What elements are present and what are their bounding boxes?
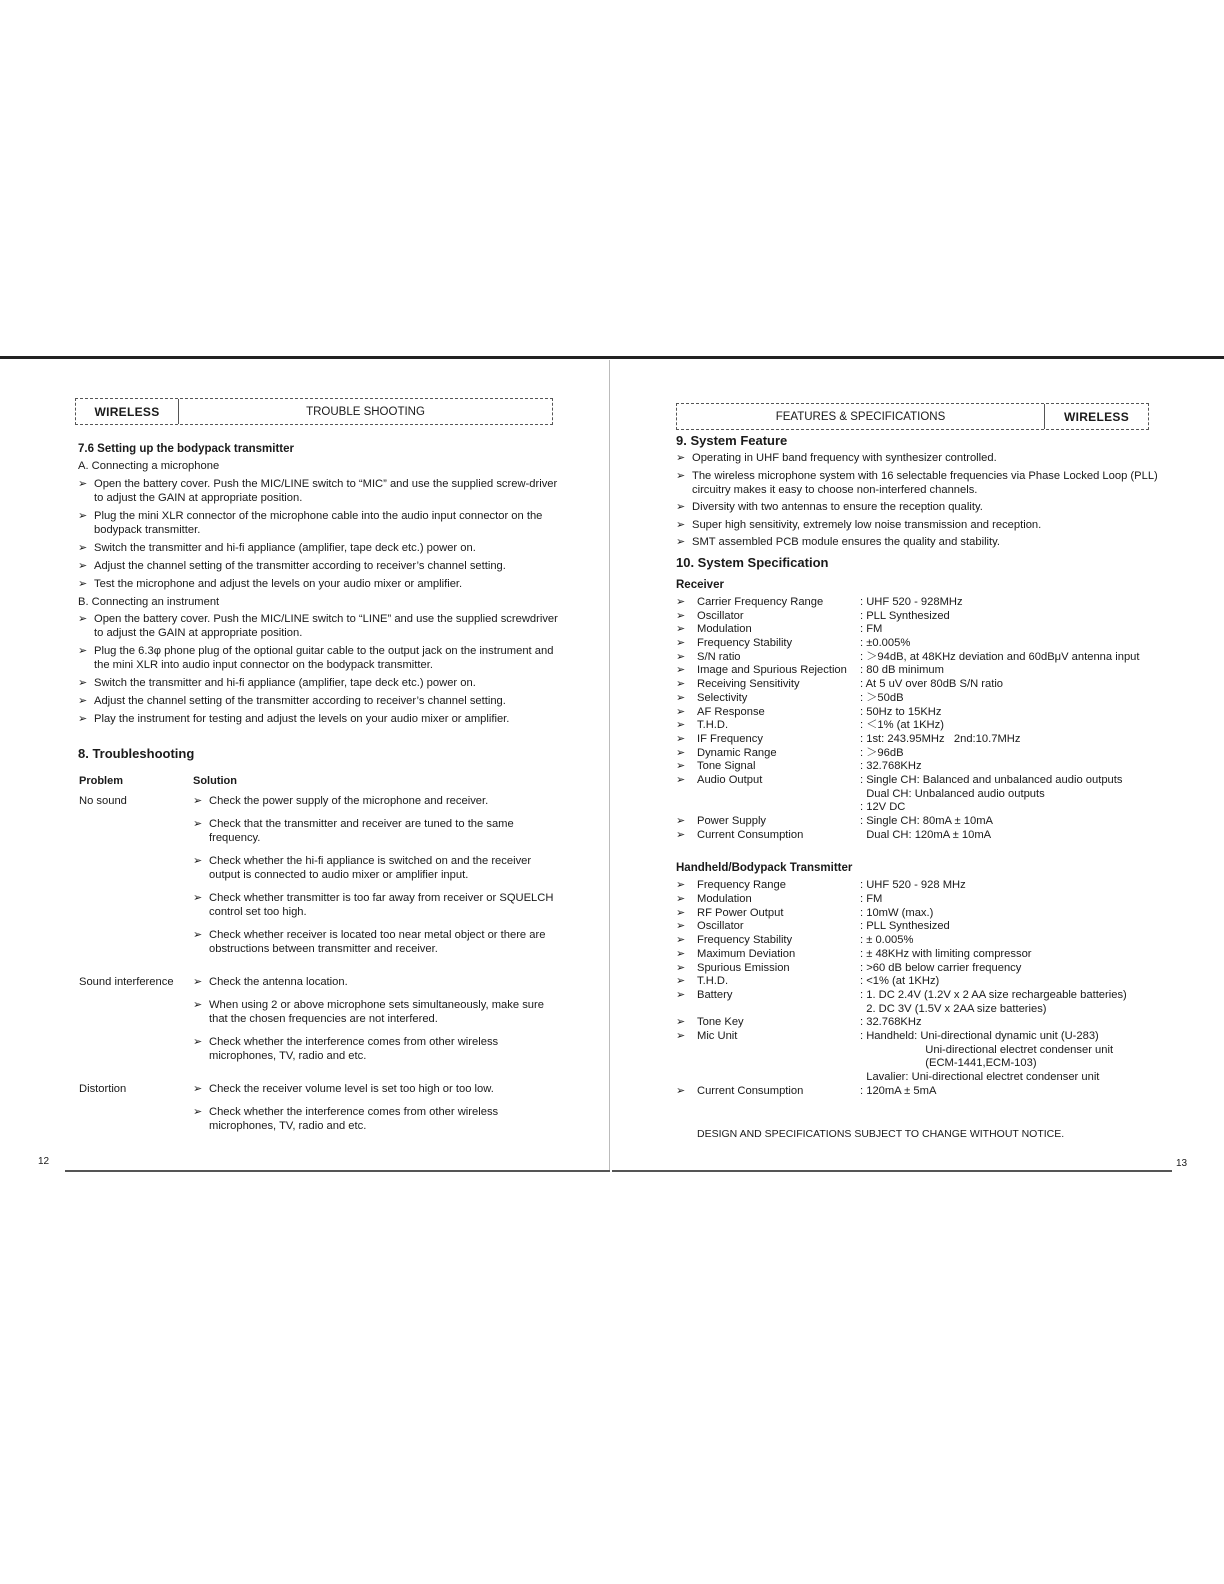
problem-label: Sound interference xyxy=(79,976,174,988)
bullet-icon: ➢ xyxy=(676,961,686,974)
list-item xyxy=(78,509,568,537)
spec-row xyxy=(676,829,1188,843)
sub-heading-a: A. Connecting a microphone xyxy=(78,460,220,472)
bullet-icon: ➢ xyxy=(676,920,686,933)
bullet-icon: ➢ xyxy=(676,975,686,988)
bullet-icon: ➢ xyxy=(676,469,686,482)
spec-value: : FM xyxy=(860,623,883,636)
sub-heading-b: B. Connecting an instrument xyxy=(78,596,220,608)
spec-row xyxy=(676,948,1188,962)
bullet-icon: ➢ xyxy=(193,1083,203,1095)
solution-text: Check whether the interference comes from other wireless microphones, TV, radio and etc. xyxy=(209,1106,499,1132)
solution-item xyxy=(193,1105,565,1133)
brand-label: WIRELESS xyxy=(1063,409,1130,424)
spec-value: : PLL Synthesized xyxy=(860,920,950,933)
transmitter-specs xyxy=(676,879,1188,1098)
list-b xyxy=(78,612,568,726)
list-item xyxy=(78,694,568,708)
bullet-icon: ➢ xyxy=(676,637,686,650)
list-item xyxy=(78,644,568,672)
left-content xyxy=(78,442,568,1152)
spec-value: : FM xyxy=(860,893,883,906)
list-item xyxy=(78,577,568,591)
spec-value: : Single CH: 80mA ± 10mA xyxy=(860,815,993,827)
solution-text: Check whether receiver is located too near metal object or there are obstructions between transmitter and receiver. xyxy=(209,929,546,955)
problem-label: Distortion xyxy=(79,1083,127,1095)
spec-value: : ＞96dB xyxy=(860,746,904,759)
solution-item xyxy=(193,975,565,989)
spec-row xyxy=(676,893,1188,907)
bullet-icon: ➢ xyxy=(676,988,686,1001)
bullet-icon: ➢ xyxy=(193,818,203,830)
bullet-icon: ➢ xyxy=(676,609,686,622)
bullet-icon: ➢ xyxy=(193,855,203,867)
spec-row xyxy=(676,596,1188,610)
bullet-icon: ➢ xyxy=(676,501,686,513)
list-item xyxy=(676,500,1188,514)
bullet-icon: ➢ xyxy=(78,695,88,707)
item-text: Adjust the channel setting of the transmitter according to receiver’s channel setting. xyxy=(94,560,506,572)
spec-row xyxy=(676,774,1188,788)
bullet-icon: ➢ xyxy=(676,746,686,759)
solution-item xyxy=(193,928,565,956)
spec-value: (ECM-1441,ECM-103) xyxy=(860,1057,1037,1070)
bullet-icon: ➢ xyxy=(676,650,686,663)
table-row xyxy=(79,975,568,1072)
feature-list xyxy=(676,451,1188,549)
bullet-icon: ➢ xyxy=(676,452,686,464)
left-header xyxy=(75,398,553,425)
bullet-icon: ➢ xyxy=(78,645,88,657)
spec-row xyxy=(676,1085,1188,1099)
bullet-icon: ➢ xyxy=(78,677,88,689)
spec-value: : 32.768KHz xyxy=(860,1016,922,1029)
spec-value: : 32.768KHz xyxy=(860,760,922,773)
spec-row xyxy=(676,1071,1188,1085)
spec-label: Current Consumption xyxy=(697,1084,804,1097)
troubleshooting-title: 8. Troubleshooting xyxy=(78,746,195,761)
item-text: Test the microphone and adjust the levels on your audio mixer or amplifier. xyxy=(94,578,463,590)
bullet-icon: ➢ xyxy=(193,929,203,941)
section-label: FEATURES & SPECIFICATIONS xyxy=(677,404,1045,429)
solution-item xyxy=(193,1082,565,1096)
spec-row xyxy=(676,760,1188,774)
spec-label: Mic Unit xyxy=(697,1029,738,1042)
spec-row xyxy=(676,637,1188,651)
list-item xyxy=(78,477,568,505)
spec-value: Dual CH: Unbalanced audio outputs xyxy=(860,787,1045,800)
item-text: Plug the 6.3φ phone plug of the optional guitar cable to the output jack on the instrument and the mini XLR into audio input connector on the bodypack transmitter. xyxy=(94,645,554,671)
bullet-icon: ➢ xyxy=(676,732,686,745)
spec-label: RF Power Output xyxy=(697,906,784,919)
solution-text: Check the antenna location. xyxy=(209,976,348,988)
bottom-rule-right xyxy=(612,1170,1172,1172)
table-row xyxy=(79,794,568,965)
spec-value: : ＞50dB xyxy=(860,691,904,704)
list-item xyxy=(78,559,568,573)
spec-title: 10. System Specification xyxy=(676,555,829,570)
solution-text: Check that the transmitter and receiver are tuned to the same frequency. xyxy=(209,818,514,844)
spec-label: Frequency Stability xyxy=(697,637,793,650)
spec-label: Oscillator xyxy=(697,609,744,622)
section-title: 7.6 Setting up the bodypack transmitter xyxy=(78,443,294,455)
bullet-icon: ➢ xyxy=(676,596,686,608)
bullet-icon: ➢ xyxy=(676,705,686,718)
bullet-icon: ➢ xyxy=(78,542,88,554)
bullet-icon: ➢ xyxy=(676,815,686,827)
list-item xyxy=(676,469,1188,497)
bullet-icon: ➢ xyxy=(676,623,686,636)
spec-label: S/N ratio xyxy=(697,650,741,663)
spec-label: Carrier Frequency Range xyxy=(697,596,824,608)
spec-value: : 12V DC xyxy=(860,801,906,814)
spec-row xyxy=(676,678,1188,692)
spec-value: : ＜1% (at 1KHz) xyxy=(860,719,944,732)
bullet-icon: ➢ xyxy=(193,892,203,904)
spec-value: : 80 dB minimum xyxy=(860,664,944,677)
bullet-icon: ➢ xyxy=(676,1084,686,1097)
bullet-icon: ➢ xyxy=(78,578,88,590)
spec-label: Current Consumption xyxy=(697,828,804,841)
bullet-icon: ➢ xyxy=(676,893,686,906)
spec-label: Spurious Emission xyxy=(697,961,790,974)
bullet-icon: ➢ xyxy=(676,906,686,919)
top-rule xyxy=(0,356,1224,359)
spec-row xyxy=(676,1016,1188,1030)
spec-row xyxy=(676,788,1188,802)
page-number-left: 12 xyxy=(38,1156,50,1167)
solution-list xyxy=(193,1082,565,1142)
bullet-icon: ➢ xyxy=(676,664,686,677)
list-item xyxy=(676,451,1188,465)
spec-row xyxy=(676,907,1188,921)
spec-label: Oscillator xyxy=(697,920,744,933)
spec-value: : 50Hz to 15KHz xyxy=(860,705,942,718)
solution-text: Check whether the interference comes from other wireless microphones, TV, radio and etc. xyxy=(209,1036,499,1062)
troubleshooting-table xyxy=(79,794,568,1142)
bottom-rule-left xyxy=(65,1170,610,1172)
bullet-icon: ➢ xyxy=(193,795,203,807)
bullet-icon: ➢ xyxy=(676,934,686,947)
spec-label: Receiving Sensitivity xyxy=(697,678,800,691)
item-text: SMT assembled PCB module ensures the quality and stability. xyxy=(692,536,1001,548)
spec-row xyxy=(676,1003,1188,1017)
table-row xyxy=(79,1082,568,1142)
spec-label: Modulation xyxy=(697,893,752,906)
receiver-specs xyxy=(676,596,1188,842)
solution-text: Check the power supply of the microphone and receiver. xyxy=(209,795,489,807)
item-text: Operating in UHF band frequency with synthesizer controlled. xyxy=(692,452,997,464)
spec-row xyxy=(676,664,1188,678)
spec-value: : UHF 520 - 928 MHz xyxy=(860,879,966,892)
spec-value: : 10mW (max.) xyxy=(860,906,934,919)
spec-value: : 1. DC 2.4V (1.2V x 2 AA size rechargeable batteries) xyxy=(860,988,1127,1001)
bullet-icon: ➢ xyxy=(676,947,686,960)
troubleshooting-header xyxy=(79,774,568,788)
list-item xyxy=(78,676,568,690)
list-item xyxy=(676,535,1188,549)
spec-row xyxy=(676,815,1188,829)
spec-label: Tone Key xyxy=(697,1016,744,1029)
spec-value: : PLL Synthesized xyxy=(860,609,950,622)
spec-label: Selectivity xyxy=(697,691,748,704)
spec-label: T.H.D. xyxy=(697,975,729,988)
spec-label: Modulation xyxy=(697,623,752,636)
list-a xyxy=(78,477,568,591)
problem-label: No sound xyxy=(79,795,127,807)
spec-label: T.H.D. xyxy=(697,719,729,732)
spec-row xyxy=(676,623,1188,637)
spec-label: IF Frequency xyxy=(697,732,763,745)
spec-row xyxy=(676,719,1188,733)
spec-label: Image and Spurious Rejection xyxy=(697,664,847,677)
spec-value: : ＞94dB, at 48KHz deviation and 60dBμV antenna input xyxy=(860,650,1140,663)
right-header xyxy=(676,403,1149,430)
bullet-icon: ➢ xyxy=(676,828,686,841)
bullet-icon: ➢ xyxy=(193,999,203,1011)
item-text: Plug the mini XLR connector of the microphone cable into the audio input connector on the bodypack transmitter. xyxy=(94,510,543,536)
item-text: Switch the transmitter and hi-fi appliance (amplifier, tape deck etc.) power on. xyxy=(94,542,476,554)
spec-label: Battery xyxy=(697,988,733,1001)
solution-item xyxy=(193,817,565,845)
spec-value: : Handheld: Uni-directional dynamic unit (U-283) xyxy=(860,1029,1099,1042)
col-solution: Solution xyxy=(193,775,237,787)
item-text: Super high sensitivity, extremely low noise transmission and reception. xyxy=(692,518,1042,531)
spec-value: : ±0.005% xyxy=(860,637,911,650)
bullet-icon: ➢ xyxy=(78,478,88,490)
bullet-icon: ➢ xyxy=(78,560,88,572)
page-divider xyxy=(609,360,610,1170)
spec-row xyxy=(676,651,1188,665)
solution-item xyxy=(193,998,565,1026)
solution-item xyxy=(193,854,565,882)
solution-text: Check the receiver volume level is set too high or too low. xyxy=(209,1083,494,1095)
bullet-icon: ➢ xyxy=(193,976,203,988)
spec-row xyxy=(676,801,1188,815)
solution-item xyxy=(193,891,565,919)
spec-label: Tone Signal xyxy=(697,760,756,773)
spec-value: : ± 48KHz with limiting compressor xyxy=(860,947,1032,960)
spec-row xyxy=(676,975,1188,989)
spec-label: Power Supply xyxy=(697,815,767,827)
col-problem: Problem xyxy=(79,775,124,787)
spec-value: : UHF 520 - 928MHz xyxy=(860,596,963,608)
transmitter-title: Handheld/Bodypack Transmitter xyxy=(676,862,853,875)
bullet-icon: ➢ xyxy=(676,1029,686,1042)
bullet-icon: ➢ xyxy=(676,760,686,773)
bullet-icon: ➢ xyxy=(78,510,88,522)
spec-label: Frequency Stability xyxy=(697,934,793,947)
bullet-icon: ➢ xyxy=(78,613,88,625)
item-text: Open the battery cover. Push the MIC/LINE switch to “MIC” and use the supplied screw-driver to adjust the GAIN at appropriate position. xyxy=(94,478,558,504)
solution-item xyxy=(193,794,565,808)
item-text: Open the battery cover. Push the MIC/LINE switch to “LINE” and use the supplied screwdriver to adjust the GAIN at appropriate position. xyxy=(94,613,558,639)
spec-value: : <1% (at 1KHz) xyxy=(860,975,940,988)
list-item xyxy=(78,541,568,555)
feature-title: 9. System Feature xyxy=(676,433,788,448)
spec-row xyxy=(676,879,1188,893)
spec-row xyxy=(676,962,1188,976)
bullet-icon: ➢ xyxy=(676,518,686,531)
spec-row xyxy=(676,934,1188,948)
section-label: TROUBLE SHOOTING xyxy=(306,405,425,418)
spec-label: Frequency Range xyxy=(697,879,786,892)
solution-text: Check whether the hi-fi appliance is switched on and the receiver output is connected to audio mixer or amplifier input. xyxy=(209,855,532,881)
brand-label: WIRELESS xyxy=(76,399,179,424)
spec-row xyxy=(676,1044,1188,1058)
bullet-icon: ➢ xyxy=(193,1106,203,1118)
solution-item xyxy=(193,1035,565,1063)
list-item xyxy=(78,612,568,640)
item-text: Switch the transmitter and hi-fi appliance (amplifier, tape deck etc.) power on. xyxy=(94,677,476,689)
bullet-icon: ➢ xyxy=(676,536,686,548)
bullet-icon: ➢ xyxy=(193,1036,203,1048)
solution-list xyxy=(193,975,565,1072)
spec-row xyxy=(676,610,1188,624)
notice: DESIGN AND SPECIFICATIONS SUBJECT TO CHANGE WITHOUT NOTICE. xyxy=(697,1128,1065,1141)
bullet-icon: ➢ xyxy=(676,773,686,786)
spec-row xyxy=(676,692,1188,706)
spec-label: Dynamic Range xyxy=(697,746,777,759)
list-item xyxy=(676,518,1188,532)
item-text: Diversity with two antennas to ensure the reception quality. xyxy=(692,501,983,513)
solution-text: Check whether transmitter is too far away from receiver or SQUELCH control set too high. xyxy=(209,892,554,918)
spec-row xyxy=(676,1030,1188,1044)
spec-value: : 120mA ± 5mA xyxy=(860,1084,937,1097)
spec-row xyxy=(676,706,1188,720)
spec-value: : Single CH: Balanced and unbalanced audio outputs xyxy=(860,773,1123,786)
bullet-icon: ➢ xyxy=(676,879,686,892)
spec-label: Maximum Deviation xyxy=(697,947,796,960)
receiver-title: Receiver xyxy=(676,579,724,591)
bullet-icon: ➢ xyxy=(676,719,686,732)
spec-row xyxy=(676,920,1188,934)
spec-value: Dual CH: 120mA ± 10mA xyxy=(860,828,992,841)
spec-label: Audio Output xyxy=(697,773,763,786)
spec-row xyxy=(676,1057,1188,1071)
spec-row xyxy=(676,747,1188,761)
spec-value: 2. DC 3V (1.5V x 2AA size batteries) xyxy=(860,1002,1047,1015)
spec-label: AF Response xyxy=(697,705,765,718)
page-number-right: 13 xyxy=(1176,1158,1188,1169)
bullet-icon: ➢ xyxy=(676,678,686,691)
list-item xyxy=(78,712,568,726)
bullet-icon: ➢ xyxy=(676,691,686,704)
spec-value: : >60 dB below carrier frequency xyxy=(860,961,1022,974)
spec-value: : At 5 uV over 80dB S/N ratio xyxy=(860,678,1004,691)
item-text: Adjust the channel setting of the transmitter according to receiver’s channel setting. xyxy=(94,695,506,707)
bullet-icon: ➢ xyxy=(676,1016,686,1029)
bullet-icon: ➢ xyxy=(78,713,88,725)
spec-value: Uni-directional electret condenser unit xyxy=(860,1043,1114,1056)
item-text: The wireless microphone system with 16 selectable frequencies via Phase Locked Loop (PLL) circuitry makes it easy to choose non-interfered channels. xyxy=(692,469,1158,496)
spec-value: : ± 0.005% xyxy=(860,934,914,947)
spec-value: Lavalier: Uni-directional electret condenser unit xyxy=(860,1071,1100,1083)
spec-value: : 1st: 243.95MHz 2nd:10.7MHz xyxy=(860,732,1021,745)
solution-list xyxy=(193,794,565,965)
spec-row xyxy=(676,989,1188,1003)
item-text: Play the instrument for testing and adjust the levels on your audio mixer or amplifier. xyxy=(94,713,510,725)
right-content xyxy=(676,433,1188,1141)
solution-text: When using 2 or above microphone sets simultaneously, make sure that the chosen frequencies are not interfered. xyxy=(209,999,544,1025)
spec-row xyxy=(676,733,1188,747)
